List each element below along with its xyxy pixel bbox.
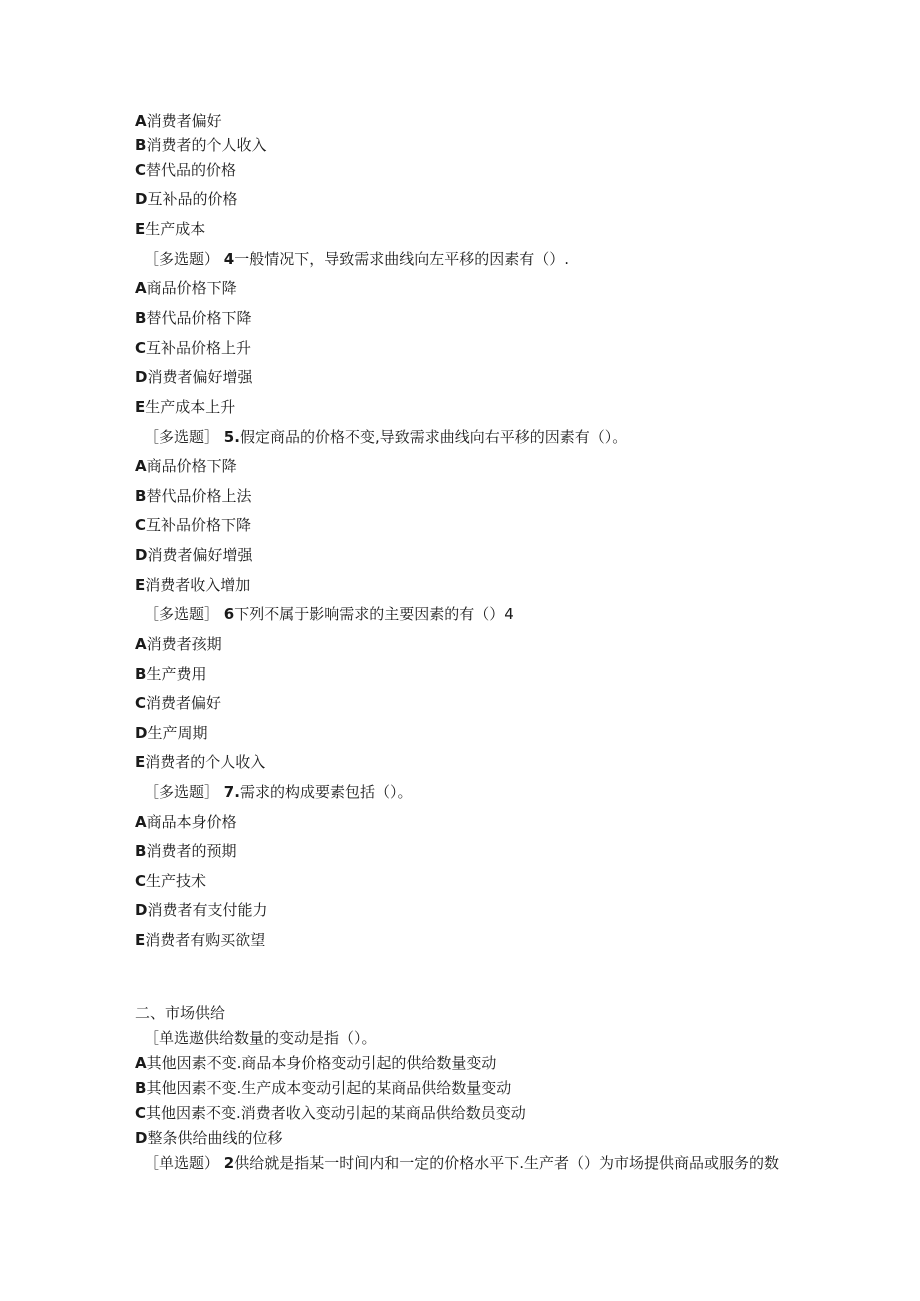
q6-option-e: E消费者的个人收入 [135,753,266,771]
q3-option-a: A消费者偏好 [135,112,222,130]
q5-option-b: B替代品价格上法 [135,487,252,505]
q7-option-c: C生产技术 [135,872,207,890]
q4-option-b: B替代品价格下降 [135,309,252,327]
q7-stem: ［多选题］ 7.需求的构成要素包括（）。 [144,783,413,801]
q5-option-a: A商品价格下降 [135,457,237,475]
q5-option-d: D消费者偏好增强 [135,546,253,564]
s2-q1-option-a: A其他因素不变.商品本身价格变动引起的供给数量变动 [135,1054,497,1072]
q4-option-e: E生产成本上升 [135,398,236,416]
q6-option-b: B生产费用 [135,665,207,683]
q3-option-d: D互补品的价格 [135,190,238,208]
q4-option-a: A商品价格下降 [135,279,237,297]
q7-option-d: D消费者有支付能力 [135,901,268,919]
q4-stem: ［多选题） 4一般情况下，导致需求曲线向左平移的因素有（）. [144,250,570,268]
q5-option-c: C互补品价格下降 [135,516,252,534]
q4-option-d: D消费者偏好增强 [135,368,253,386]
q4-option-c: C互补品价格上升 [135,339,252,357]
q6-option-c: C消费者偏好 [135,694,222,712]
section-heading: 二、市场供给 [135,1004,226,1022]
q6-option-d: D生产周期 [135,724,208,742]
s2-q1-option-b: B其他因素不变.生产成本变动引起的某商品供给数量变动 [135,1079,512,1097]
s2-q2-stem: ［单选题） 2供给就是指某一时间内和一定的价格水平下.生产者（）为市场提供商品或服务的数 [144,1154,780,1172]
q6-option-a: A消费者孩期 [135,635,222,653]
q5-option-e: E消费者收入增加 [135,576,251,594]
s2-q1-stem: ［单选遨供给数量的变动是指（）。 [144,1029,377,1047]
q7-option-a: A商品本身价格 [135,813,237,831]
q7-option-e: E消费者有购买欲望 [135,931,266,949]
q3-option-b: B消费者的个人收入 [135,136,267,154]
s2-q1-option-c: C其他因素不变.消费者收入变动引起的某商品供给数员变动 [135,1104,526,1122]
q6-stem: ［多选题］ 6下列不属于影响需求的主要因素的有（）4 [144,605,514,623]
q5-stem: ［多选题］ 5.假定商品的价格不变,导致需求曲线向右平移的因素有（）。 [144,428,628,446]
s2-q1-option-d: D整条供给曲线的位移 [135,1129,283,1147]
q3-option-c: C替代品的价格 [135,161,237,179]
q3-option-e: E生产成本 [135,220,206,238]
q7-option-b: B消费者的预期 [135,842,237,860]
